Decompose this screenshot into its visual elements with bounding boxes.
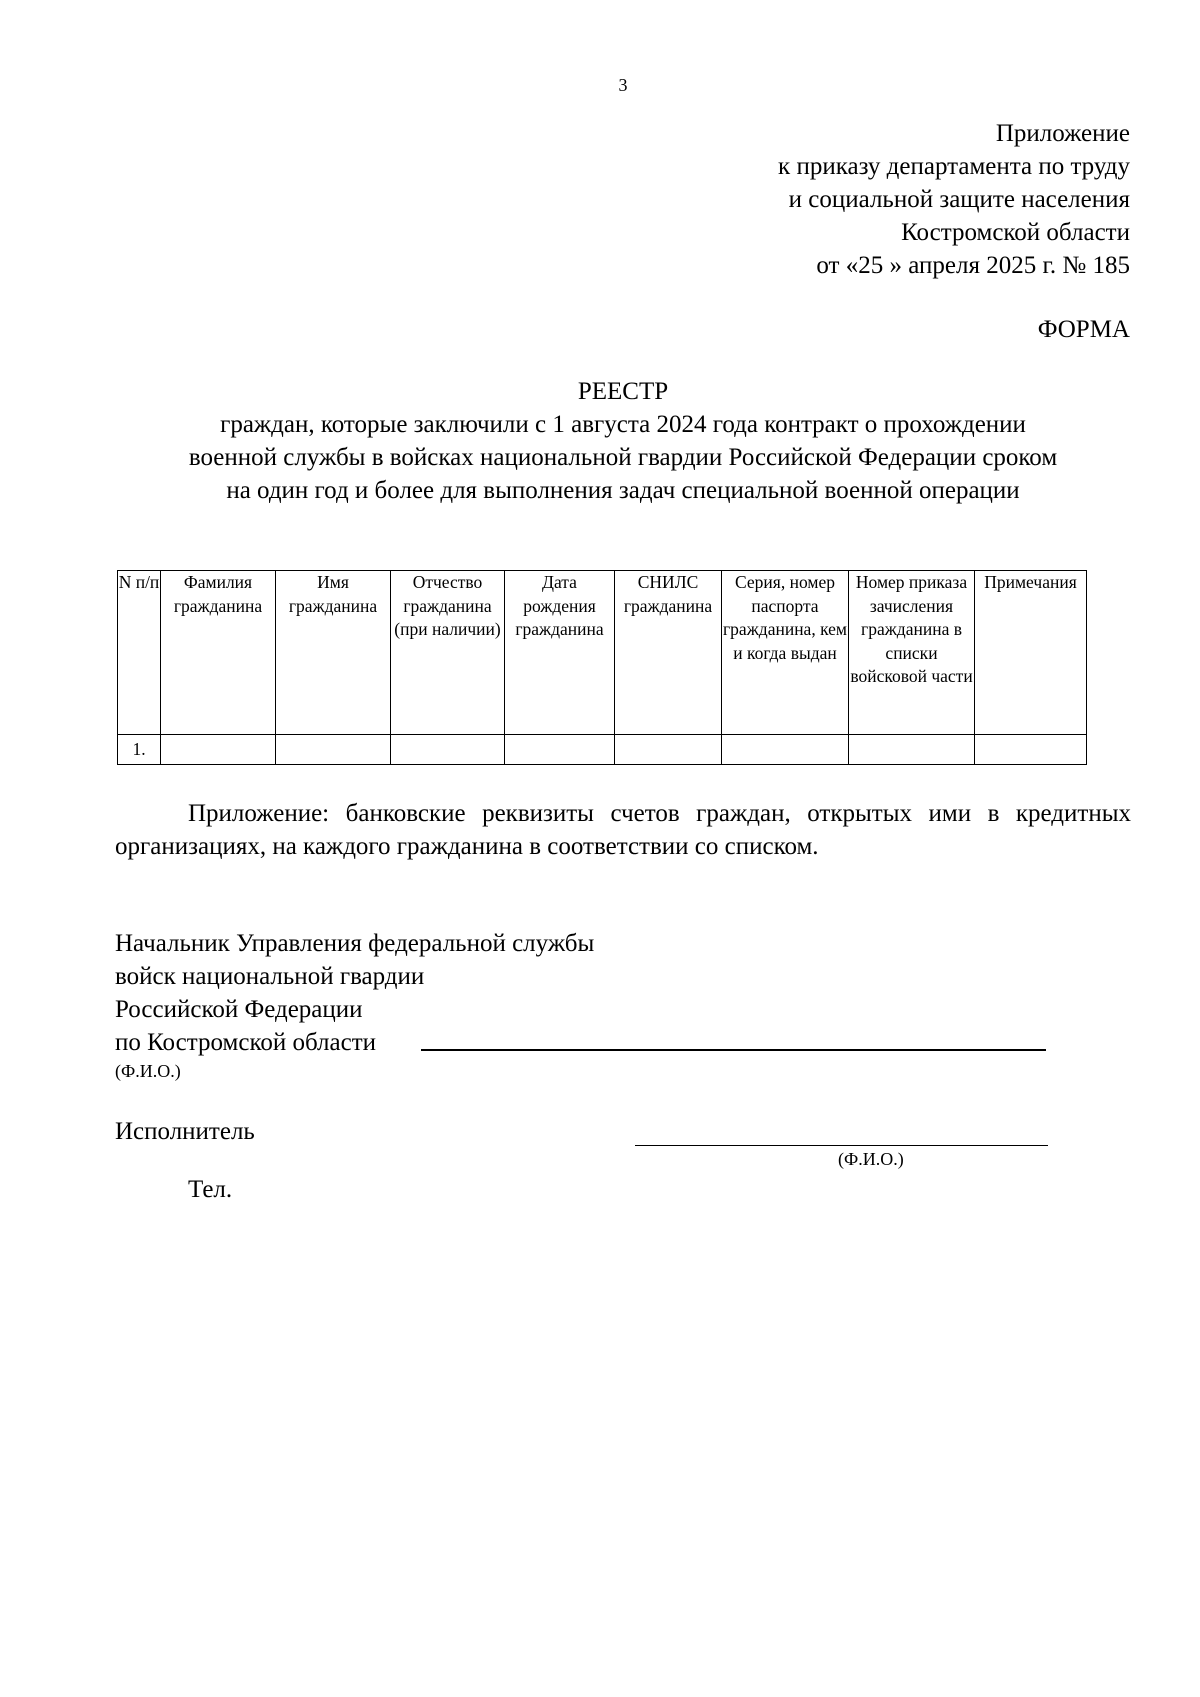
appendix-header-line: от «25 » апреля 2025 г. № 185 (816, 252, 1130, 279)
col-header-name: Имя гражданина (276, 571, 391, 735)
table-cell (276, 735, 391, 765)
signature-underline (421, 1049, 1046, 1051)
executor-tel-label: Тел. (188, 1176, 233, 1203)
title-line: на один год и более для выполнения задач специальной военной операции (226, 477, 1020, 504)
appendix-header-line: Приложение (995, 120, 1130, 147)
table-header-row (118, 571, 1087, 735)
col-header-passport: Серия, номер паспорта гражданина, кем и когда выдан (722, 571, 849, 735)
form-label: ФОРМА (1037, 316, 1130, 343)
col-header-patronymic: Отчество гражданина (при наличии) (391, 571, 505, 735)
document-title (115, 375, 1131, 507)
appendix-header-line: и социальной защите населения (788, 186, 1130, 213)
table-cell (161, 735, 276, 765)
signature-line: Начальник Управления федеральной службы (115, 930, 595, 957)
col-header-number: N п/п (118, 571, 161, 735)
executor-fio-label: (Ф.И.О.) (838, 1149, 904, 1169)
table-cell: 1. (118, 735, 161, 765)
title-line: граждан, которые заключили с 1 августа 2024 года контракт о прохождении (220, 411, 1026, 438)
page-number: 3 (618, 75, 628, 95)
signature-fio-label: (Ф.И.О.) (115, 1061, 181, 1081)
executor-underline (635, 1145, 1048, 1146)
executor-label: Исполнитель (115, 1118, 255, 1145)
table-cell (975, 735, 1087, 765)
signature-block (115, 927, 594, 1059)
table-cell (722, 735, 849, 765)
appendix-header-line: Костромской области (901, 219, 1130, 246)
title-line: военной службы в войсках национальной гвардии Российской Федерации сроком (188, 444, 1058, 471)
table-cell (505, 735, 615, 765)
appendix-header (530, 117, 1130, 282)
table-cell (391, 735, 505, 765)
col-header-birth-date: Дата рождения гражданина (505, 571, 615, 735)
table-cell (849, 735, 975, 765)
signature-line: войск национальной гвардии (115, 963, 425, 990)
col-header-snils: СНИЛС гражданина (615, 571, 722, 735)
table-row (118, 735, 1087, 765)
col-header-surname: Фамилия гражданина (161, 571, 276, 735)
signature-line: Российской Федерации (115, 996, 363, 1023)
col-header-notes: Примечания (975, 571, 1087, 735)
signature-line: по Костромской области (115, 1029, 377, 1056)
registry-table (117, 570, 1087, 765)
attachment-note: Приложение: банковские реквизиты счетов граждан, открытых ими в кредитных организациях, на каждого гражданина в соответствии со списком. (115, 800, 1131, 860)
table-cell (615, 735, 722, 765)
col-header-order-number: Номер приказа зачисления гражданина в списки войсковой части (849, 571, 975, 735)
appendix-header-line: к приказу департамента по труду (778, 153, 1130, 180)
title-heading: РЕЕСТР (577, 378, 669, 405)
